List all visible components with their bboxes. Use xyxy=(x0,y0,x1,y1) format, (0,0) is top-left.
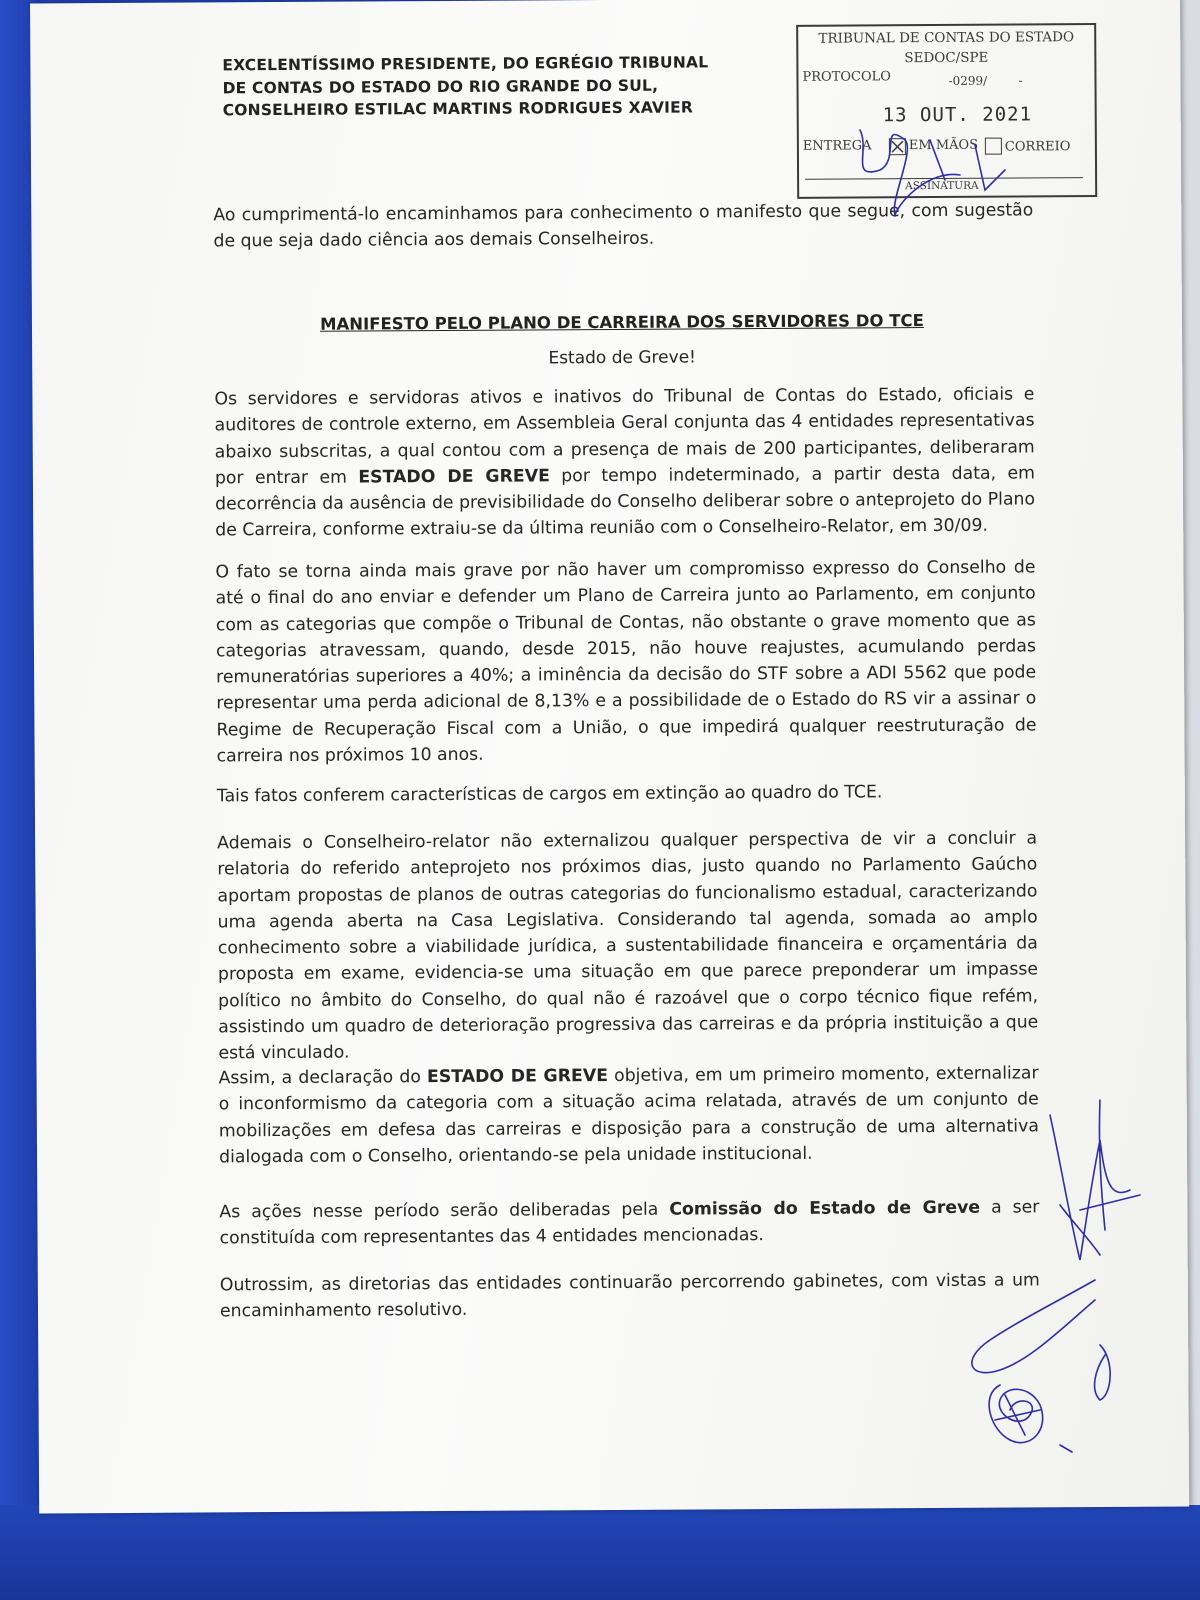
paragraph-text: objetiva, em um primeiro momento, externalizar o inconformismo da categoria com a situação acima relatada, através de um conjunto de mobilizações em defesa das carreiras e disposição para a construção de uma alternativa dialogada com o Conselho, orientando-se pela unidade institucional. xyxy=(218,1063,1039,1168)
stamp-correio-label: CORREIO xyxy=(1004,139,1071,155)
stamp-department: SEDOC/SPE xyxy=(904,49,989,67)
stamp-protocol-number: -0299/ xyxy=(948,73,988,88)
manifesto-subtitle: Estado de Greve! xyxy=(548,347,696,369)
emphasis-text: Comissão do Estado de Greve xyxy=(669,1197,981,1220)
emphasis-text: ESTADO DE GREVE xyxy=(426,1066,609,1088)
protocol-stamp xyxy=(796,23,1097,199)
stamp-delivery-label: ENTREGA xyxy=(802,138,872,154)
document-page xyxy=(30,0,1189,1513)
addressee-line: DE CONTAS DO ESTADO DO RIO GRANDE DO SUL, xyxy=(222,76,659,97)
paragraph-text: As ações nesse período serão deliberadas pela xyxy=(219,1199,670,1223)
emphasis-text: ESTADO DE GREVE xyxy=(358,466,550,488)
addressee-line: CONSELHEIRO ESTILAC MARTINS RODRIGUES XAVIER xyxy=(222,98,694,120)
addressee-line: EXCELENTÍSSIMO PRESIDENTE, DO EGRÉGIO TRIBUNAL xyxy=(222,53,709,75)
paragraph-3: Tais fatos conferem características de cargos em extinção ao quadro do TCE. xyxy=(216,782,883,807)
paragraph-text: Assim, a declaração do xyxy=(218,1067,428,1089)
stamp-signature-label: ASSINATURA xyxy=(905,179,979,193)
paragraph-text: Os servidores e servidoras ativos e inativos do Tribunal de Contas do Estado, oficiais e auditores de controle externo, em Assembleia Geral conjunta das 4 entidades representativas abaixo subscritas, a qual contou com a presença de mais de 200 participantes, deliberaram por entrar em xyxy=(214,384,1035,489)
paragraph-1 xyxy=(214,381,1035,544)
checkbox-em-maos xyxy=(889,138,906,155)
stamp-protocol-dash: - xyxy=(1018,73,1023,88)
paragraph-6 xyxy=(219,1194,1039,1252)
stamp-protocol-label: PROTOCOLO xyxy=(802,69,891,85)
paragraph-2: O fato se torna ainda mais grave por não haver um compromisso expresso do Conselho de até o final do ano enviar e defender um Plano de Carreira junto ao Parlamento, em conjunto com as categorias que compõe o Tribunal de Contas, não obstante o grave momento que as categorias atravessam, quando, desde 2015, não houve reajustes, acumulando perdas remuneratórias superiores a 40%; a iminência da decisão do STF sobre a ADI 5562 que pode representar uma perda adicional de 8,13% e a possibilidade de o Estado do RS vir a assinar o Regime de Recuperação Fiscal com a União, o que impedirá qualquer reestruturação de carreira nos próximos 10 anos. xyxy=(215,557,1037,767)
addressee-block xyxy=(222,51,762,122)
manifesto-title: MANIFESTO PELO PLANO DE CARREIRA DOS SERVIDORES DO TCE xyxy=(320,311,924,334)
intro-paragraph: Ao cumprimentá-lo encaminhamos para conhecimento o manifesto que segue, com sugestão de que seja dado ciência aos demais Conselheiros. xyxy=(213,200,1034,252)
background-bottom xyxy=(0,1505,1200,1600)
paragraph-5 xyxy=(219,1060,1040,1170)
paragraph-text: por tempo indeterminado, a partir desta data, em decorrência da ausência de previsibilidade do Conselho deliberar sobre o anteprojeto do Plano de Carreira, conforme extraiu-se da última reunião com o Conselheiro-Relator, em 30/09. xyxy=(215,463,1036,541)
check-mark-icon xyxy=(890,139,905,154)
stamp-em-maos-label: EM MÃOS xyxy=(908,137,979,154)
paragraph-text: a ser constituída com representantes das 4 entidades mencionadas. xyxy=(219,1197,1040,1249)
stamp-date: 13 OUT. 2021 xyxy=(882,103,1033,127)
paragraph-4: Ademais o Conselheiro-relator não externalizou qualquer perspectiva de vir a concluir a relatoria do referido anteprojeto nos próximos dias, justo quando no Parlamento Gaúcho aportam propostas de planos de outras categorias do funcionalismo estadual, caracterizando uma agenda aberta na Casa Legislativa. Considerando tal agenda, somada ao amplo conhecimento sobre a viabilidade jurídica, a sustentabilidade financeira e orçamentária da proposta em exame, evidencia-se uma situação em que parece preponderar um impasse político no âmbito do Conselho, do qual não é razoável que o corpo técnico fique refém, assistindo um quadro de deterioração progressiva das carreiras e da própria instituição a que está vinculado. xyxy=(217,828,1039,1064)
stamp-institution: TRIBUNAL DE CONTAS DO ESTADO xyxy=(818,29,1075,47)
checkbox-correio xyxy=(985,138,1002,155)
paragraph-7: Outrossim, as diretorias das entidades continuarão percorrendo gabinetes, com vistas a um encaminhamento resolutivo. xyxy=(219,1270,1040,1322)
